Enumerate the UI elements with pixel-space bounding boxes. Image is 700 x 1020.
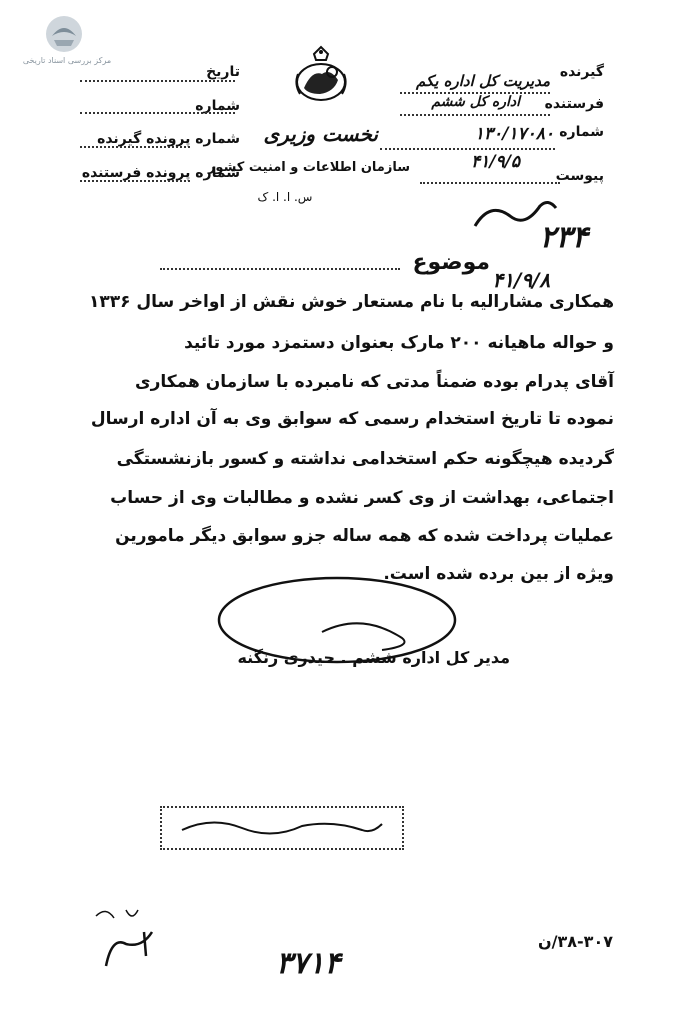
handwritten-initials-icon bbox=[86, 896, 166, 976]
body-line: ویژه از بین برده شده است. bbox=[383, 564, 614, 584]
organization-name: سازمان اطلاعات و امنیت کشور bbox=[207, 160, 410, 175]
lion-and-sun-emblem-icon bbox=[290, 44, 352, 106]
number-right-line bbox=[380, 148, 555, 150]
handwritten-top-mark: ۲۳۴ bbox=[539, 220, 588, 255]
date-right-value: ۴۱/۹/۵ bbox=[471, 152, 520, 172]
body-line: همکاری مشارالیه با نام مستعار خوش نقش از اواخر سال ۱۳۳۶ bbox=[88, 292, 614, 312]
receiver-value: مدیریت کل اداره یکم bbox=[416, 72, 550, 90]
body-line: گردیده هیچگونه حکم استخدامی نداشته و کسور بازنشستگی bbox=[116, 449, 614, 469]
body-line: عملیات پرداخت شده که همه ساله جزو سوابق دیگر مامورین bbox=[115, 526, 614, 546]
attachment-line bbox=[420, 182, 560, 184]
body-line: اجتماعی، بهداشت از وی کسر نشده و مطالبات وی از حساب bbox=[110, 488, 614, 508]
receiver-file-label: شماره پرونده گیرنده bbox=[97, 131, 240, 147]
number-right-value: ۱۳۰/۱۷۰۸۰ bbox=[474, 124, 554, 144]
body-line: نموده تا تاریخ استخدام رسمی که سوابق وی به آن اداره ارسال bbox=[90, 409, 614, 429]
watermark-text: مرکز بررسی اسناد تاریخی bbox=[22, 56, 112, 65]
organization-code: س. ا. ا. ک bbox=[257, 190, 313, 204]
reference-code: ۳۸-۳۰۷/ن bbox=[538, 932, 613, 951]
archive-logo-icon bbox=[38, 14, 90, 58]
sender-line bbox=[400, 114, 550, 116]
subject-line bbox=[160, 268, 400, 270]
body-line: و حواله ماهیانه ۲۰۰ مارک بعنوان دستمزد مورد تائید bbox=[184, 333, 614, 353]
number-field-line bbox=[80, 112, 235, 114]
date-field-line bbox=[80, 80, 235, 82]
handwritten-flourish-icon bbox=[470, 196, 560, 236]
number-right-label: شماره bbox=[559, 124, 604, 140]
stamp-box bbox=[160, 806, 404, 850]
handwritten-bottom-number: ۳۷۱۴ bbox=[276, 946, 341, 981]
ministry-title: نخست وزیری bbox=[263, 122, 378, 146]
receiver-file-line bbox=[80, 146, 190, 148]
subject-label: موضوع bbox=[412, 250, 490, 275]
signature-text: مدیر کل اداره ششم . حیدری زنگنه bbox=[237, 648, 510, 667]
attachment-label: پیوست bbox=[555, 168, 604, 184]
receiver-label: گیرنده bbox=[559, 64, 604, 80]
sender-file-line bbox=[80, 180, 190, 182]
date-label: تاریخ bbox=[206, 64, 240, 80]
body-line: آقای پدرام بوده ضمناً مدتی که نامبرده با سازمان همکاری bbox=[135, 372, 614, 392]
sender-file-label: شماره پرونده فرستنده bbox=[81, 165, 240, 181]
sender-label: فرستنده bbox=[544, 96, 604, 112]
watermark bbox=[12, 14, 122, 72]
number-label: شماره bbox=[195, 98, 240, 114]
handwritten-date-note: ۴۱/۹/۸ bbox=[492, 268, 550, 292]
sender-value: اداره کل ششم bbox=[431, 94, 520, 110]
stamp-scribble-icon bbox=[172, 812, 392, 842]
